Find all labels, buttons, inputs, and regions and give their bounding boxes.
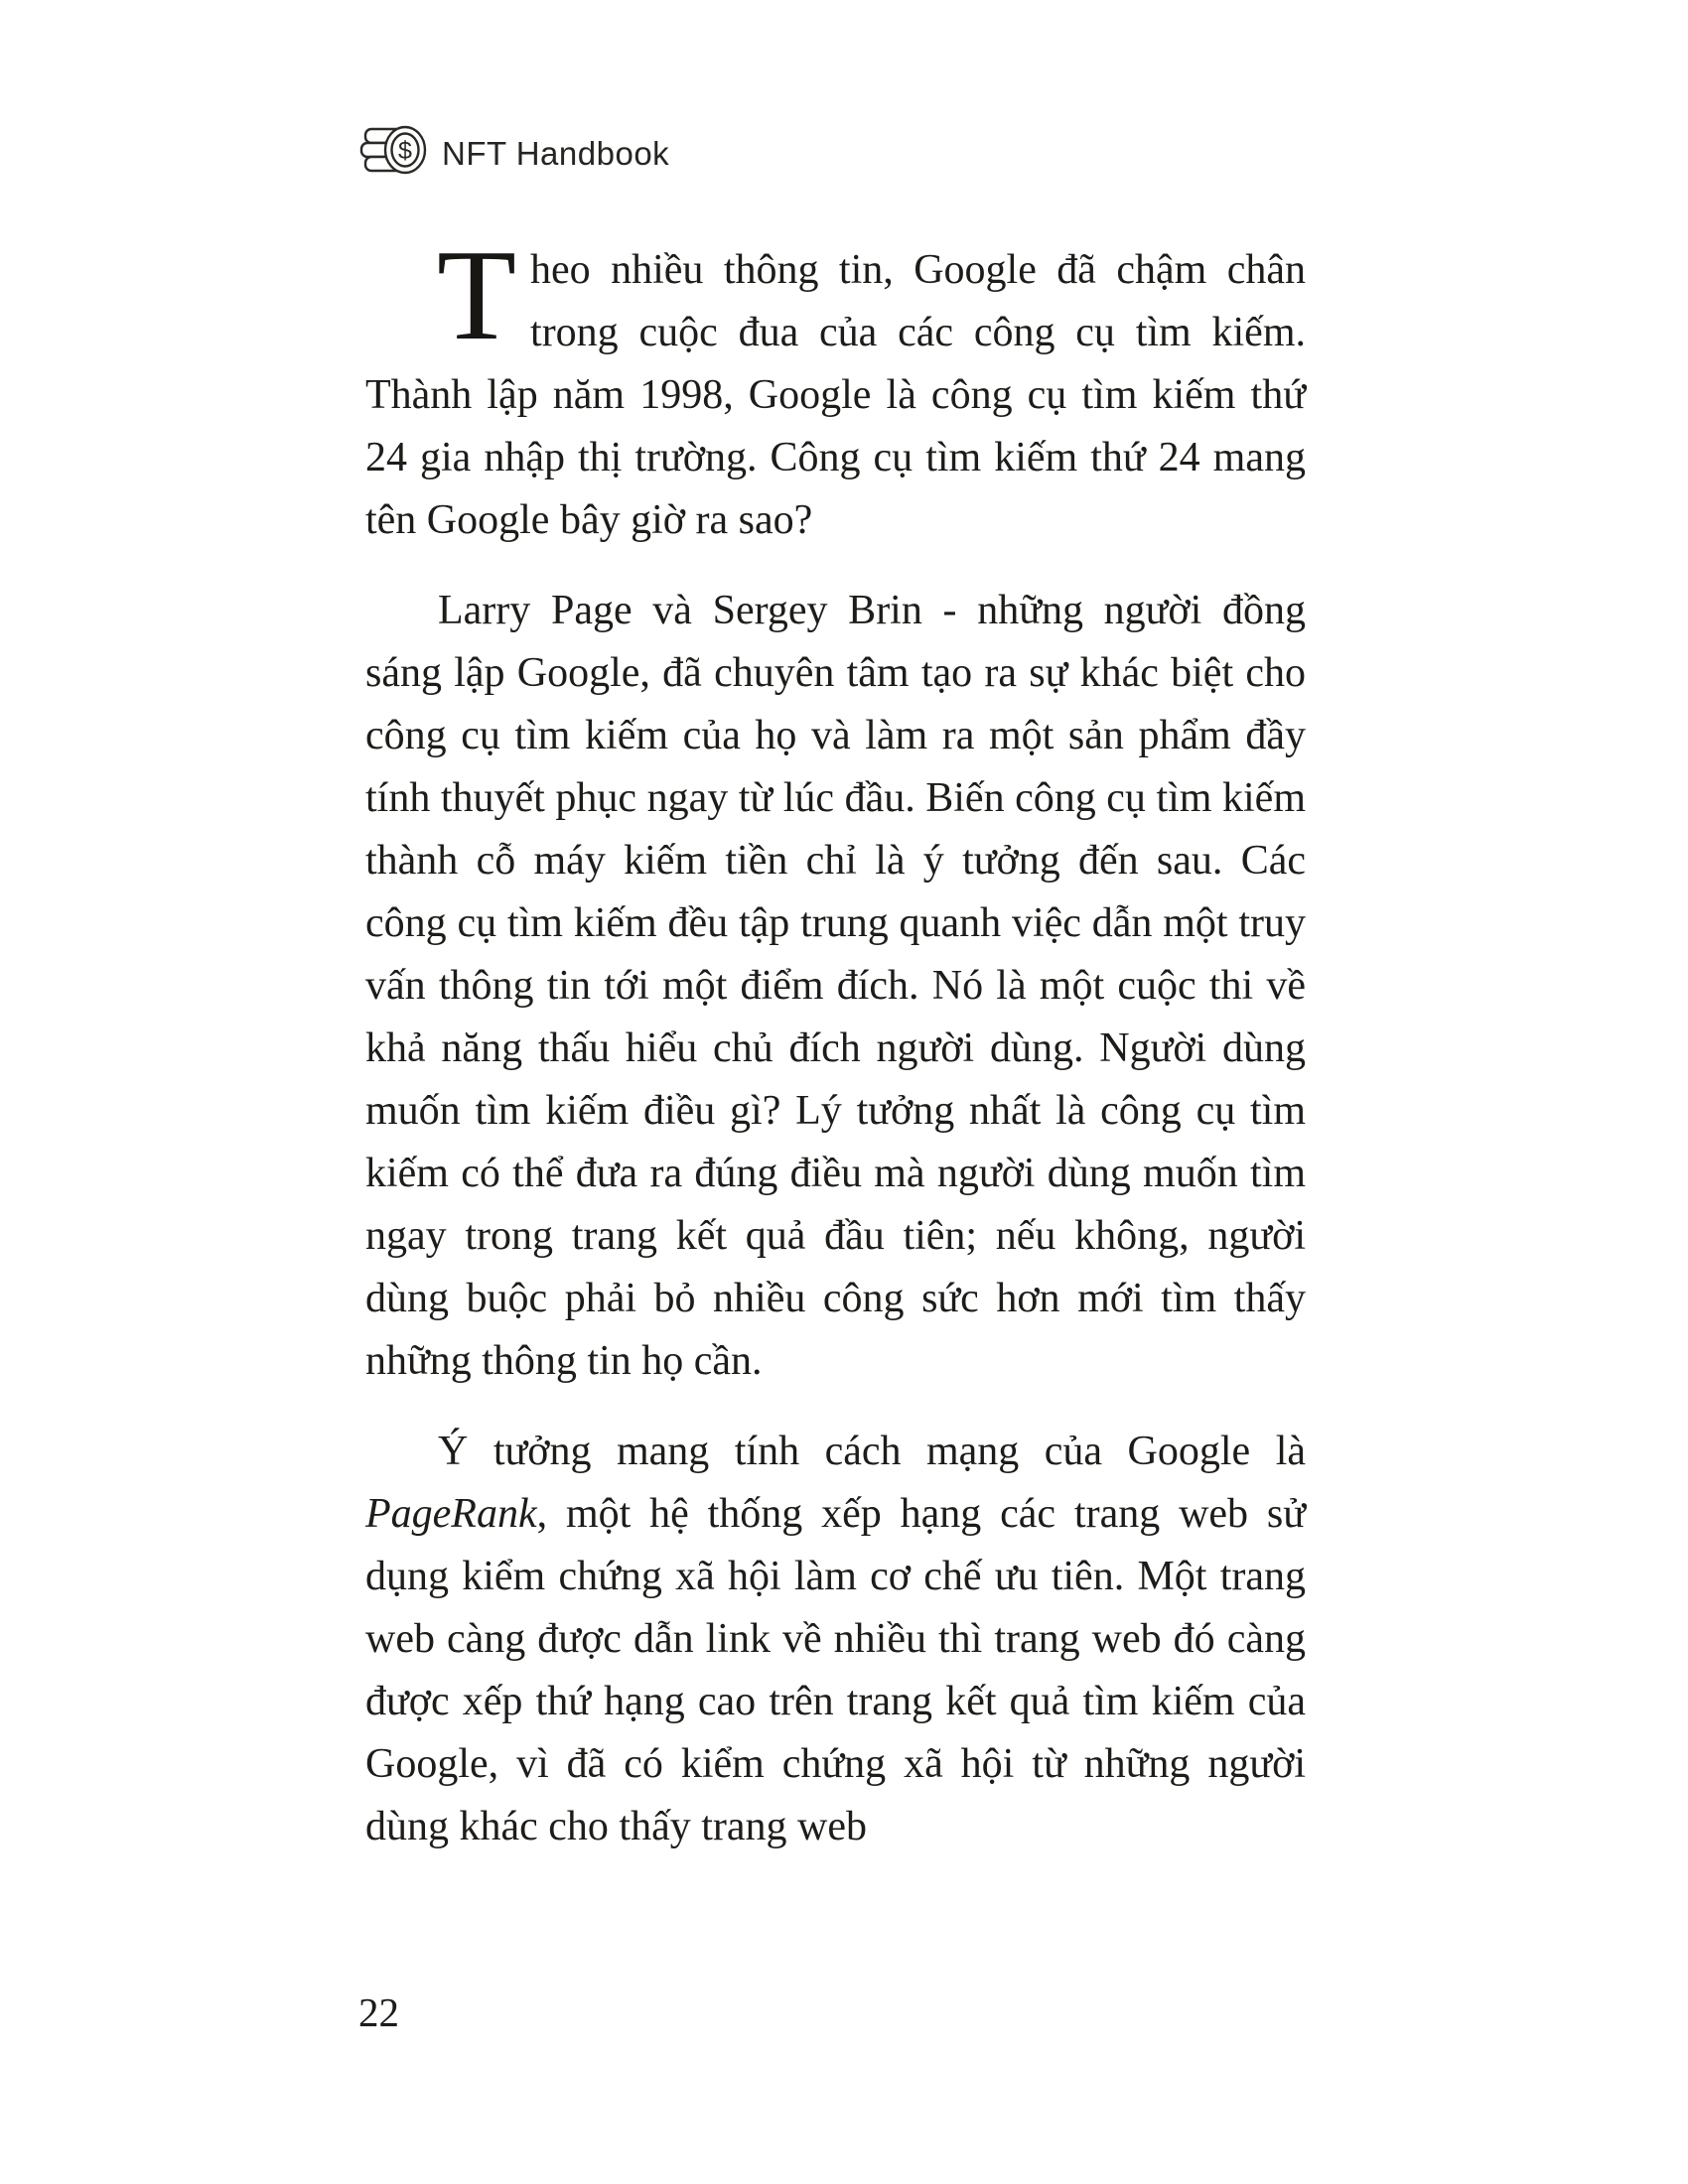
paragraph-3 [365,1421,1306,1858]
svg-text:$: $ [398,137,412,165]
page-number: 22 [358,1989,399,2035]
dropcap-letter: T [437,223,517,367]
paragraph-1-text: heo nhiều thông tin, Google đã chậm chân trong cuộc đua của các công cụ tìm kiếm. Thành lập năm 1998, Google là công cụ tìm kiếm thứ 24 gia nhập thị trường. Công cụ tìm kiếm thứ 24 mang tên Google bây giờ ra sao? [365,247,1306,543]
pagerank-term: PageRank [365,1491,537,1537]
paragraph-2: Larry Page và Sergey Brin - những người đồng sáng lập Google, đã chuyên tâm tạo ra sự khác biệt cho công cụ tìm kiếm của họ và làm ra một sản phẩm đầy tính thuyết phục ngay từ lúc đầu. Biến công cụ tìm kiếm thành cỗ máy kiếm tiền chỉ là ý tưởng đến sau. Các công cụ tìm kiếm đều tập trung quanh việc dẫn một truy vấn thông tin tới một điểm đích. Nó là một cuộc thi về khả năng thấu hiểu chủ đích người dùng. Người dùng muốn tìm kiếm điều gì? Lý tưởng nhất là công cụ tìm kiếm có thể đưa ra đúng điều mà người dùng muốn tìm ngay trong trang kết quả đầu tiên; nếu không, người dùng buộc phải bỏ nhiều công sức hơn mới tìm thấy những thông tin họ cần. [365,588,1306,1384]
paragraph-3-rest: , một hệ thống xếp hạng các trang web sử dụng kiểm chứng xã hội làm cơ chế ưu tiên. Một trang web càng được dẫn link về nhiều thì trang web đó càng được xếp thứ hạng cao trên trang kết quả tìm kiếm của Google, vì đã có kiểm chứng xã hội từ những người dùng khác cho thấy trang web [365,1491,1306,1849]
paragraph-1 [365,223,1306,552]
page-body [365,223,1306,1886]
running-header [359,125,669,182]
coins-icon [359,125,427,182]
book-title: NFT Handbook [442,134,670,172]
paragraph-3-lead: Ý tưởng mang tính cách mạng của Google là [438,1429,1306,1474]
